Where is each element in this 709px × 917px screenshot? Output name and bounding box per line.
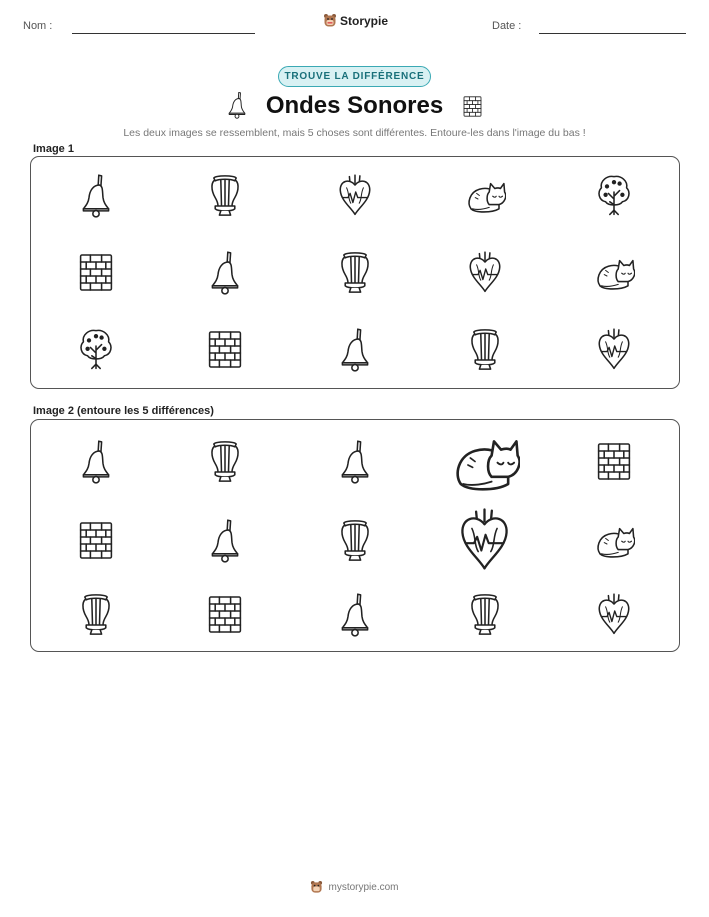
cat-icon [593,248,635,297]
heart-icon [334,171,376,220]
image1-label: Image 1 [33,143,74,155]
logo-text: Storypie [340,13,389,28]
wall-icon [204,325,246,374]
name-label: Nom : [23,20,53,32]
page-title: Ondes Sonores [265,92,444,119]
lyre-icon [204,171,246,220]
grid-cell[interactable] [549,234,679,311]
grid-cell[interactable] [420,577,550,651]
tree-icon [75,325,117,374]
grid-cell[interactable] [161,420,291,503]
grid-cell[interactable] [161,311,291,388]
image1-grid [31,157,679,388]
wall-icon [593,437,635,486]
grid-cell[interactable] [420,234,550,311]
date-field[interactable] [539,33,686,34]
grid-cell[interactable] [290,157,420,234]
image1-panel [30,156,680,389]
image2-panel [30,419,680,652]
grid-cell[interactable] [31,157,161,234]
grid-cell[interactable] [290,577,420,651]
grid-cell[interactable] [161,157,291,234]
footer [0,880,709,894]
grid-cell[interactable] [420,311,550,388]
bell-icon [334,325,376,374]
image2-grid [31,420,679,651]
instructions: Les deux images se ressemblent, mais 5 choses sont différentes. Entoure-les dans l'image du bas ! [123,127,586,139]
lyre-icon [464,590,506,639]
grid-cell[interactable] [31,311,161,388]
storypie-logo [323,13,388,28]
bell-icon [204,516,246,565]
bell-icon [204,248,246,297]
grid-cell[interactable] [290,420,420,503]
grid-cell[interactable] [549,420,679,503]
bell-icon [75,437,117,486]
grid-cell[interactable] [31,420,161,503]
grid-cell[interactable] [549,157,679,234]
lyre-icon [464,325,506,374]
storypie-mascot-icon [323,13,337,28]
name-field[interactable] [72,33,255,34]
grid-cell[interactable] [161,577,291,651]
grid-cell[interactable] [290,503,420,577]
heart-icon [464,248,506,297]
wall-icon [204,590,246,639]
grid-cell[interactable] [549,577,679,651]
lyre-icon [334,248,376,297]
image2-label: Image 2 (entoure les 5 différences) [33,405,214,417]
grid-cell[interactable] [31,577,161,651]
grid-cell[interactable] [549,311,679,388]
heart-icon [593,590,635,639]
grid-cell[interactable] [31,234,161,311]
heart-icon [453,503,516,577]
grid-cell[interactable] [290,311,420,388]
grid-cell[interactable] [420,157,550,234]
heart-icon [593,325,635,374]
bell-icon [334,590,376,639]
cat-icon [464,171,506,220]
title-wall-icon [459,93,486,125]
lyre-icon [75,590,117,639]
wall-icon [75,516,117,565]
grid-cell[interactable] [420,420,550,503]
wall-icon [75,248,117,297]
date-label: Date : [492,20,522,32]
activity-badge: TROUVE LA DIFFÉRENCE [278,66,431,87]
footer-link[interactable]: mystorypie.com [328,881,399,893]
cat-icon [449,420,520,503]
bell-icon [334,437,376,486]
footer-mascot-icon [310,880,323,894]
cat-icon [593,516,635,565]
grid-cell[interactable] [31,503,161,577]
grid-cell[interactable] [549,503,679,577]
lyre-icon [334,516,376,565]
lyre-icon [204,437,246,486]
grid-cell[interactable] [420,503,550,577]
grid-cell[interactable] [161,503,291,577]
tree-icon [593,171,635,220]
grid-cell[interactable] [161,234,291,311]
grid-cell[interactable] [290,234,420,311]
bell-icon [75,171,117,220]
